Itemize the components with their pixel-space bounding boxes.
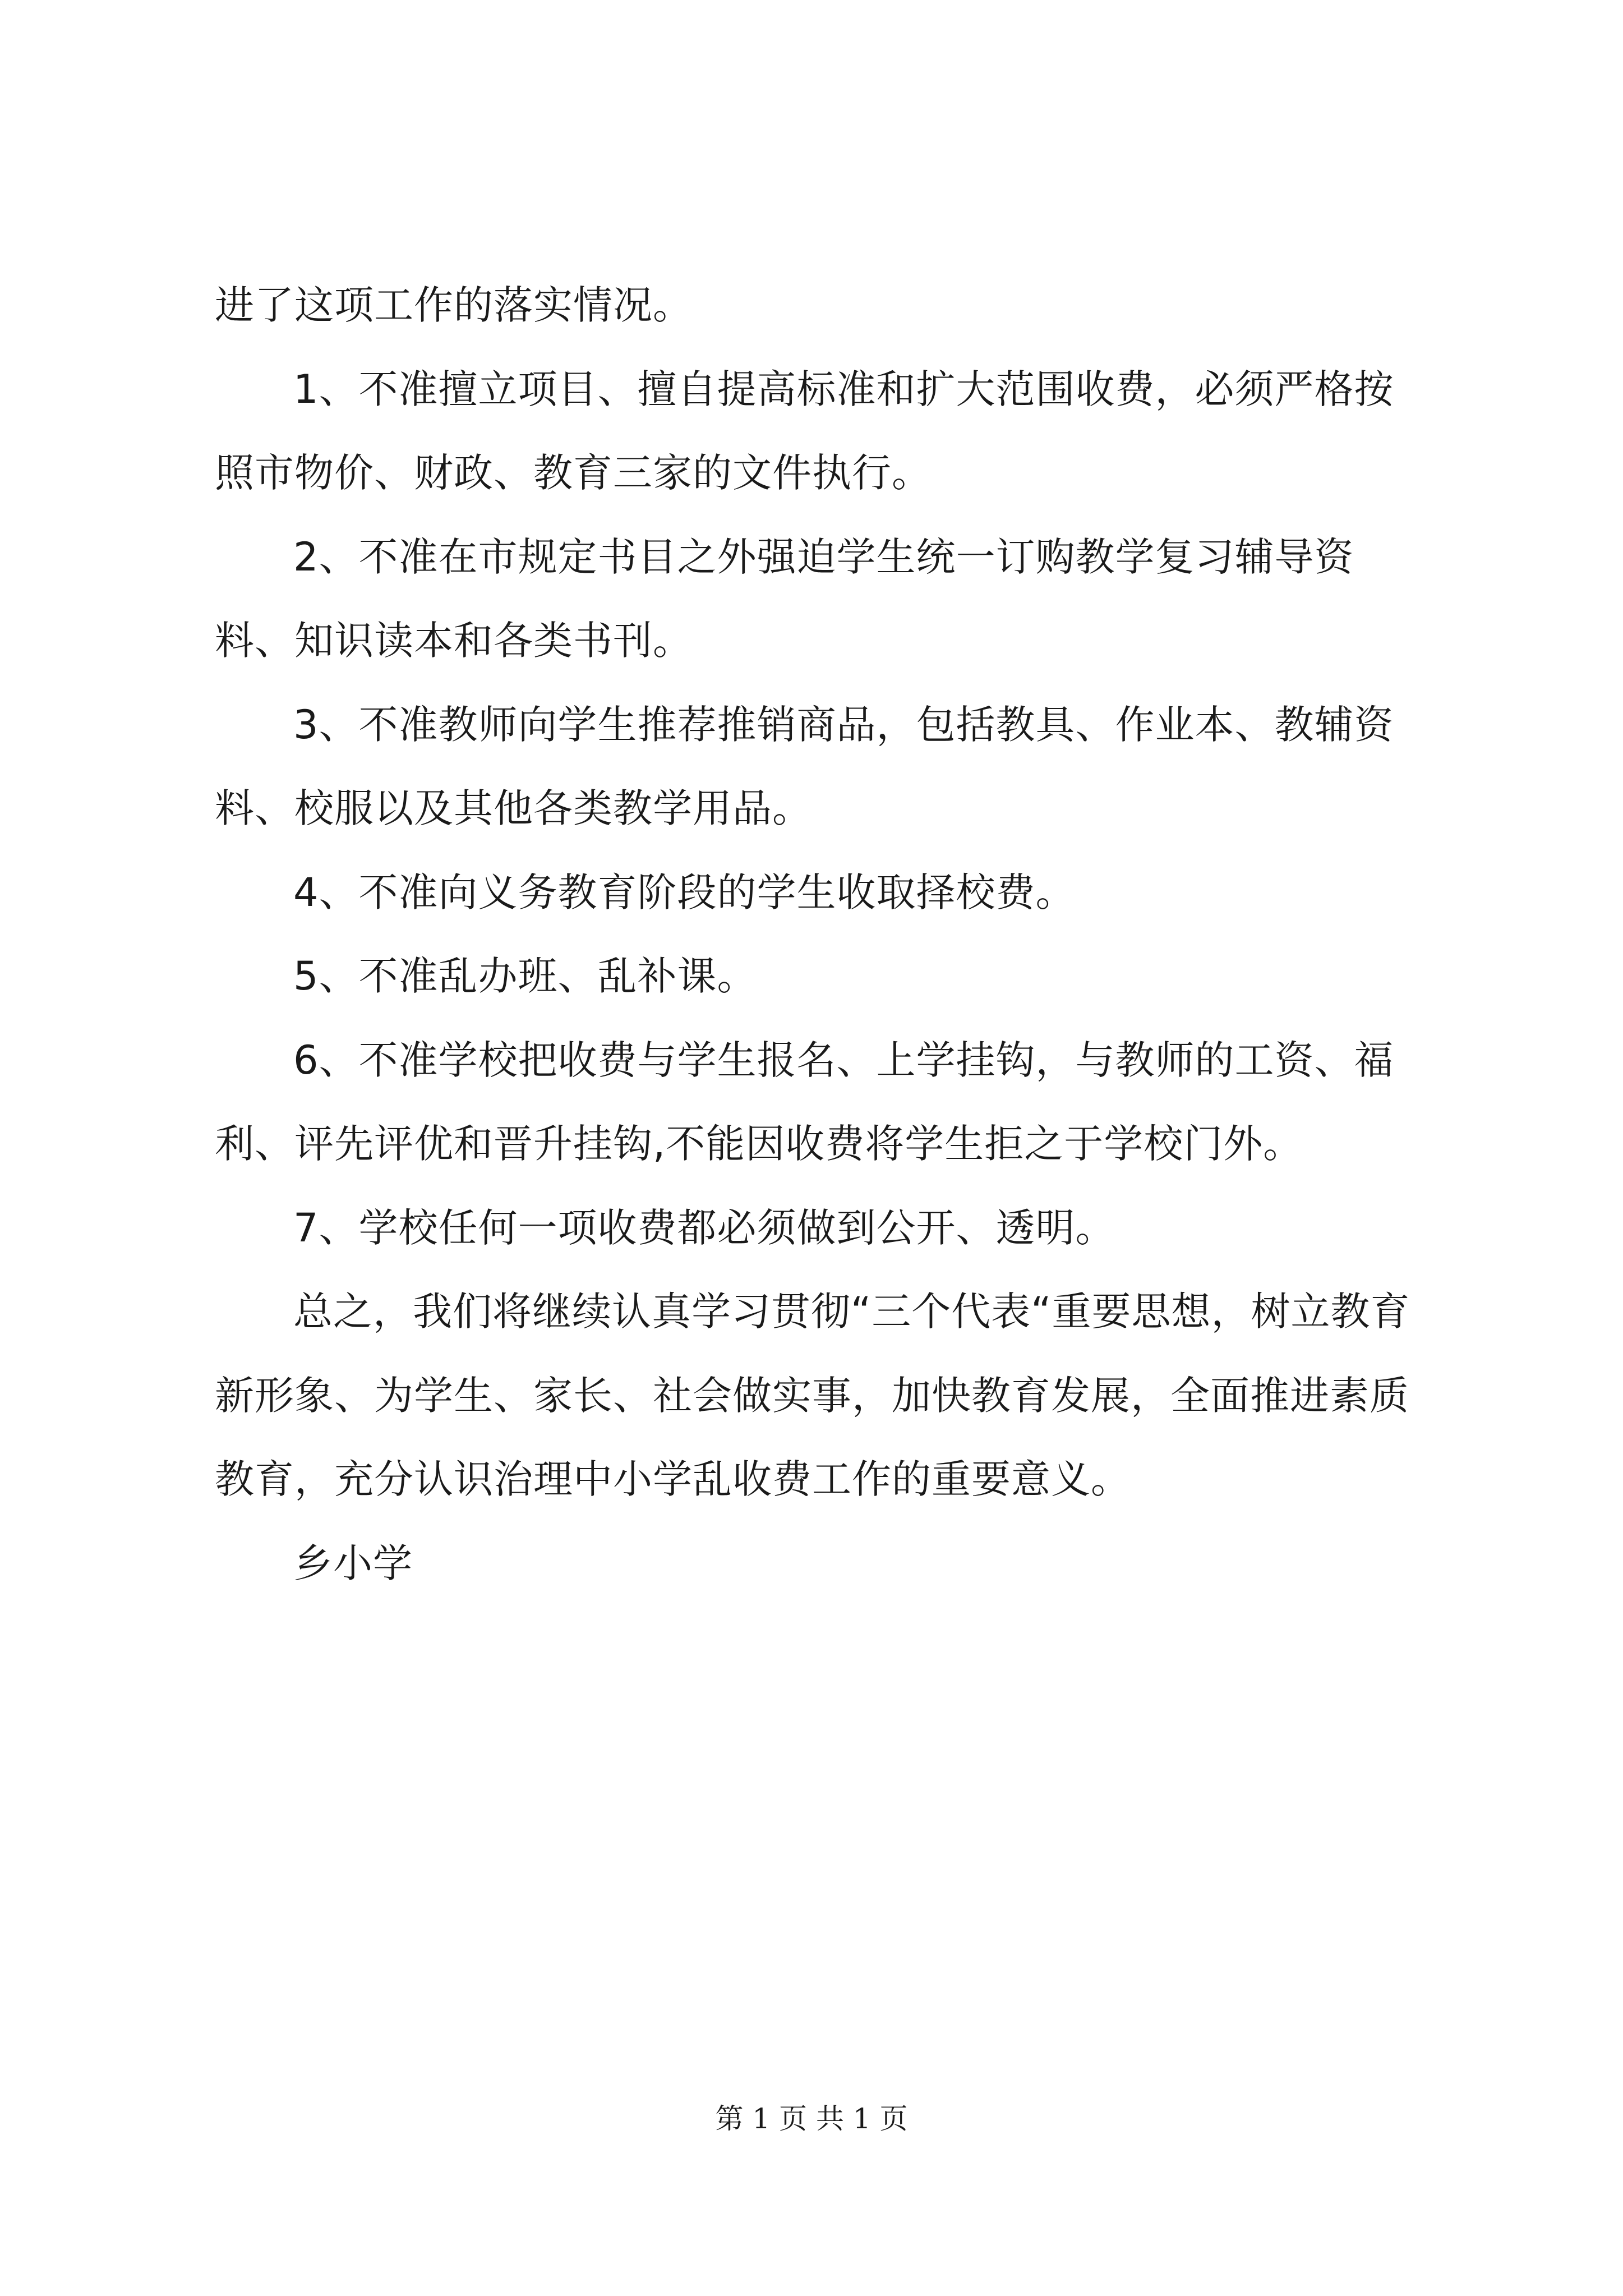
paragraph-item-7: 7、学校任何一项收费都必须做到公开、透明。 (293, 1204, 1115, 1251)
paragraph-item-4: 4、不准向义务教育阶段的学生收取择校费。 (293, 869, 1076, 915)
paragraph-item-3: 3、不准教师向学生推荐推销商品，包括教具、作业本、教辅资料、校服以及其他各类教学用品。 (215, 701, 1394, 831)
paragraph-continuation: 进了这项工作的落实情况。 (215, 282, 693, 328)
document-body (215, 264, 1421, 1605)
page-footer: 第 1 页 共 1 页 (715, 2102, 908, 2135)
paragraph-item-1: 1、不准擅立项目、擅自提高标准和扩大范围收费，必须严格按照市物价、财政、教育三家的文件执行。 (215, 366, 1394, 496)
paragraph-item-2: 2、不准在市规定书目之外强迫学生统一订购教学复习辅导资料、知识读本和各类书刊。 (215, 533, 1354, 664)
paragraph-item-6: 6、不准学校把收费与学生报名、上学挂钩，与教师的工资、福利、评先评优和晋升挂钩,不能因收费将学生拒之于学校门外。 (215, 1037, 1394, 1167)
paragraph-item-5: 5、不准乱办班、乱补课。 (293, 953, 757, 999)
paragraph-conclusion: 总之，我们将继续认真学习贯彻“三个代表“重要思想，树立教育新形象、为学生、家长、社会做实事，加快教育发展，全面推进素质教育，充分认识治理中小学乱收费工作的重要意义。 (215, 1289, 1410, 1502)
signature-line: 乡小学 (293, 1540, 413, 1586)
